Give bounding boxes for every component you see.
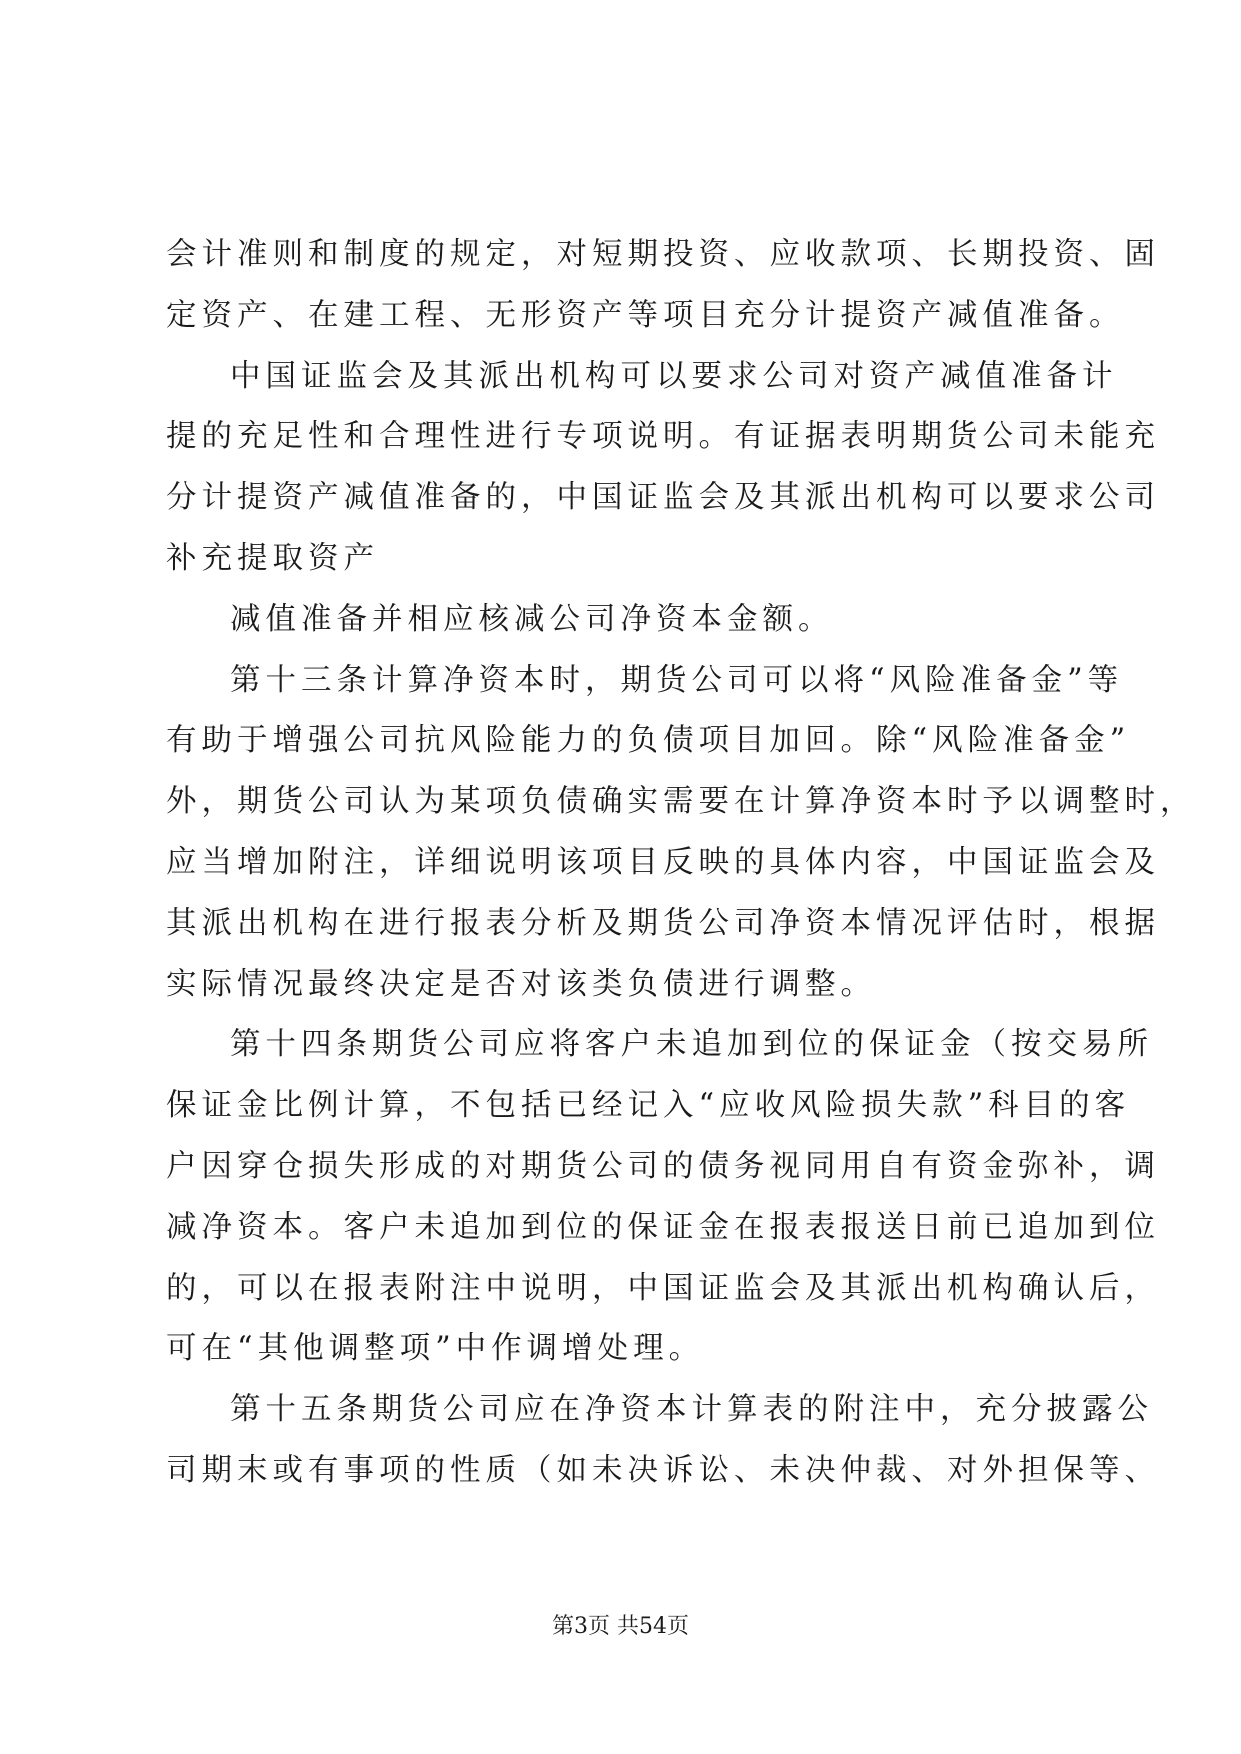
text-line: 司期末或有事项的性质（如未决诉讼、未决仲裁、对外担保等、 [166,1452,1160,1488]
text-line: 实际情况最终决定是否对该类负债进行调整。 [166,966,876,1002]
body-text [166,225,1196,1502]
text-line: 减净资本。客户未追加到位的保证金在报表报送日前已追加到位 [166,1209,1160,1245]
text-line: 外，期货公司认为某项负债确实需要在计算净资本时予以调整时， [166,784,1196,820]
text-line: 的，可以在报表附注中说明，中国证监会及其派出机构确认后， [166,1270,1160,1306]
text-line: 定资产、在建工程、无形资产等项目充分计提资产减值准备。 [166,297,1125,333]
text-line: 其派出机构在进行报表分析及期货公司净资本情况评估时，根据 [166,905,1160,941]
text-line: 中国证监会及其派出机构可以要求公司对资产减值准备计 [230,358,1118,394]
page-number-footer: 第3页 共54页 [552,1614,689,1639]
text-line: 保证金比例计算，不包括已经记入“应收风险损失款”科目的客 [166,1088,1131,1124]
text-line: 补充提取资产 [166,540,379,576]
text-line: 分计提资产减值准备的，中国证监会及其派出机构可以要求公司 [166,480,1160,516]
text-line: 减值准备并相应核减公司净资本金额。 [230,601,834,637]
text-line: 有助于增强公司抗风险能力的负债项目加回。除“风险准备金” [166,723,1131,759]
text-line: 会计准则和制度的规定，对短期投资、应收款项、长期投资、固 [166,237,1160,272]
text-line: 第十三条计算净资本时，期货公司可以将“风险准备金”等 [230,662,1124,698]
text-line: 提的充足性和合理性进行专项说明。有证据表明期货公司未能充 [166,419,1160,455]
text-line: 第十五条期货公司应在净资本计算表的附注中，充分披露公 [230,1392,1153,1428]
text-line: 应当增加附注，详细说明该项目反映的具体内容，中国证监会及 [166,844,1160,880]
text-line: 可在“其他调整项”中作调增处理。 [166,1331,705,1367]
text-line: 户因穿仓损失形成的对期货公司的债务视同用自有资金弥补，调 [166,1148,1160,1184]
text-line: 第十四条期货公司应将客户未追加到位的保证金（按交易所 [230,1027,1153,1063]
